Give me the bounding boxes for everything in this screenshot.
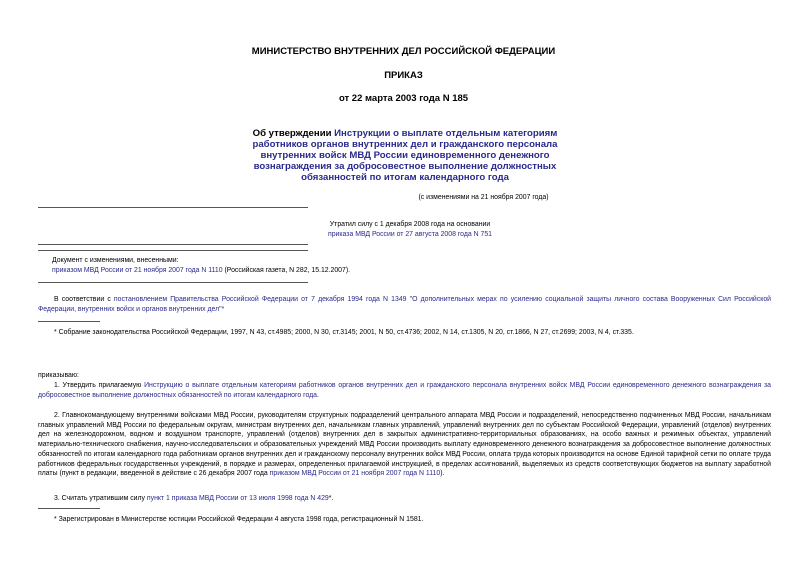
title-prefix: Об утверждении [252, 128, 335, 139]
item-3 [38, 494, 771, 504]
amendments-block [52, 256, 752, 275]
document-title [235, 128, 575, 183]
preamble [38, 295, 771, 314]
footnote-registration: * Зарегистрирован в Министерстве юстиции Российской Федерации 4 августа 1998 года, регистрационный N 1581. [54, 516, 424, 523]
item-3-prefix: 3. Считать утратившим силу [54, 495, 147, 502]
ministry-name: МИНИСТЕРСТВО ВНУТРЕННИХ ДЕЛ РОССИЙСКОЙ ФЕДЕРАЦИИ [251, 46, 556, 57]
order-word: приказываю: [38, 372, 79, 379]
repealed-order-link[interactable]: пункт 1 приказа МВД России от 13 июля 1998 года N 429 [146, 495, 329, 502]
instruction-title-link[interactable]: Инструкции о выплате отдельным категориям работников органов внутренних дел и гражданского персонала внутренних войск МВД России единовременного денежного вознаграждения за добросовестное выполнение должностных обязанностей по итогам календарного года [252, 128, 558, 183]
item-2-text: 2. Главнокомандующему внутренними войсками МВД России, руководителям структурных подразделений центрального аппарата МВД России и подразделений, непосредственно подчиненных МВД России, начальникам главных управлений МВД России по федеральным округам, министрам внутренних дел, начальникам главных управлений, управлений внутренних дел по субъектам Российской Федерации, управлений (отделов) внутренних дел на железнодорожном, водном и воздушном транспорте, управлений (отделов) внутренних дел в закрытых административно-территориальных образованиях, на особо важных и режимных объектах, управлений материально-технического снабжения, научно-исследовательских и образовательных учреждений МВД России производить выплату единовременного денежного вознаграждения за добросовестное выполнение должностных обязанностей по итогам календарного года работникам органов внутренних дел и гражданскому персоналу внутренних войск МВД России, оплата труда которых производится на основе Единой тарифной сетки по оплате труда работников федеральных государственных учреждений, в порядке и размерах, определенных прилагаемой инструкцией, в пределах ассигнований, выделяемых из средств соответствующих бюджетов на выплату заработной платы (пункт в редакции, введенной в действие с 26 декабря 2007 года [38, 412, 771, 478]
footnote-legislation: * Собрание законодательства Российской Федерации, 1997, N 43, ст.4985; 2000, N 30, ст.3145; 2001, N 50, ст.4736; 2002, N 14, ст.1305, N 20, ст.1866, N 27, ст.2699; 2003, N 4, ст.335. [54, 329, 634, 336]
amendments-label: Документ с изменениями, внесенными: [52, 257, 179, 264]
divider [38, 207, 308, 208]
lost-force-note [310, 220, 510, 239]
divider [38, 244, 308, 245]
document-type: ПРИКАЗ [384, 70, 423, 81]
lost-force-order-link[interactable]: приказа МВД России от 27 августа 2008 года N 751 [327, 230, 493, 238]
item-2 [38, 411, 771, 479]
amendment-source: (Российская газета, N 282, 15.12.2007). [222, 266, 351, 274]
instruction-link[interactable]: Инструкцию о выплате отдельным категориям работников органов внутренних дел и гражданского персонала внутренних войск МВД России единовременного денежного вознаграждения за добросовестное выполнение должностных обязанностей по итогам календарного года [38, 382, 771, 399]
item-1 [38, 381, 771, 400]
preamble-text: В соответствии с [54, 296, 114, 303]
divider [38, 282, 308, 283]
amendments-line [52, 266, 752, 276]
item-2-amendment-link[interactable]: приказом МВД России от 21 ноября 2007 года N 1110 [269, 470, 441, 478]
document-date-number: от 22 марта 2003 года N 185 [338, 93, 469, 104]
footnote-divider [38, 508, 100, 509]
footnote-divider [38, 321, 100, 322]
item-1-prefix: 1. Утвердить прилагаемую [54, 382, 145, 389]
amendment-order-link[interactable]: приказом МВД России от 21 ноября 2007 года N 1110 [52, 266, 223, 274]
divider [38, 250, 308, 251]
changes-note: (с изменениями на 21 ноября 2007 года) [418, 194, 549, 201]
government-decree-link[interactable]: постановлением Правительства Российской Федерации от 7 декабря 1994 года N 1349 "О дополнительных мерах по усилению социальной защиты личного состава Вооруженных Сил Российской Федерации, внутренних войск и органов внутренних дел"* [38, 296, 771, 313]
lost-force-text: Утратил силу с 1 декабря 2008 года на основании [329, 221, 491, 228]
item-1-suffix: . [316, 391, 319, 399]
item-3-suffix: *. [328, 495, 334, 502]
item-2-suffix: ). [440, 470, 445, 478]
